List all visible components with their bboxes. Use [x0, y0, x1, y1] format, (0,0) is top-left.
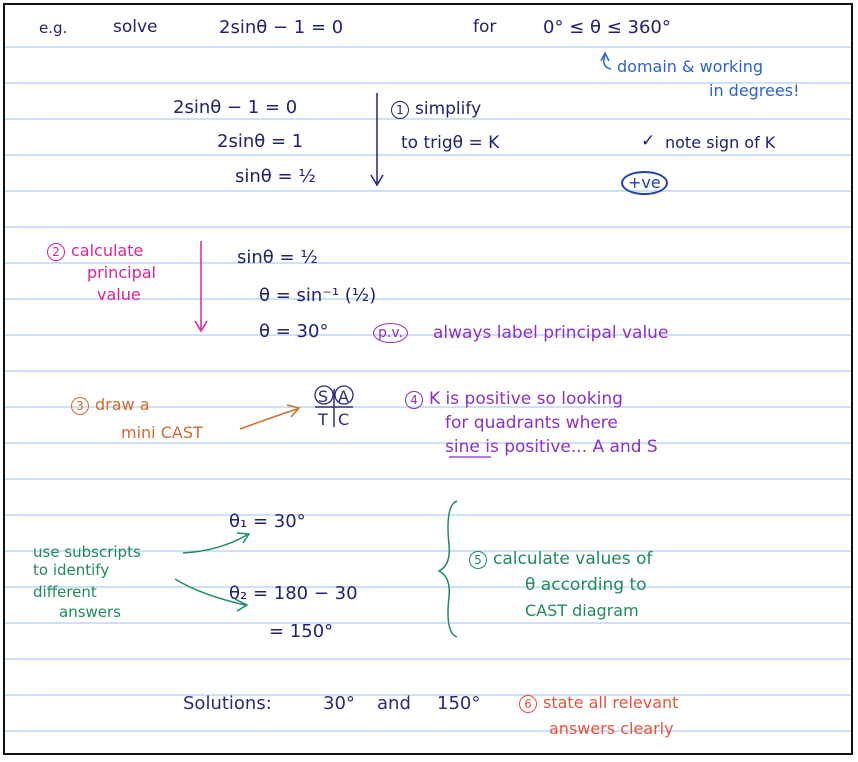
- solution-2: 150°: [437, 693, 481, 714]
- step2-line-3: θ = 30°: [259, 321, 329, 342]
- domain-note-line2: in degrees!: [709, 81, 800, 100]
- cast-a: A: [338, 387, 349, 406]
- cast-s: S: [318, 387, 329, 406]
- step3-number: 3: [71, 397, 89, 415]
- cast-t: T: [318, 410, 328, 429]
- pv-badge: p.v.: [373, 323, 408, 343]
- step5-calc-2: θ according to: [525, 575, 647, 595]
- step3-label-2: mini CAST: [121, 423, 203, 442]
- subscript-note-3: different: [33, 583, 97, 601]
- step5-brace: [439, 501, 457, 637]
- step4-line-3: sine is positive... A and S: [445, 437, 658, 457]
- step1-note-2: to trigθ = K: [401, 133, 500, 153]
- step1-line-2: 2sinθ = 1: [217, 131, 304, 152]
- theta2-result: = 150°: [269, 621, 334, 642]
- theta2-line: θ₂ = 180 − 30: [229, 583, 358, 604]
- subscript-note-4: answers: [59, 603, 121, 621]
- worked-example-page: [3, 3, 853, 755]
- sign-note: note sign of K: [665, 133, 776, 152]
- solution-1: 30°: [323, 693, 355, 714]
- check-icon: ✓: [641, 131, 656, 151]
- for-label: for: [473, 17, 497, 37]
- domain-note-line1: domain & working: [617, 57, 764, 76]
- step5-calc-1: 5 calculate values of: [469, 551, 652, 569]
- step6-note-1: 6 state all relevant: [519, 695, 678, 713]
- step2-line-2: θ = sin⁻¹ (½): [259, 285, 377, 306]
- cast-pointer-arrow: [240, 409, 297, 429]
- domain-range: 0° ≤ θ ≤ 360°: [543, 17, 671, 38]
- step2-label-2: principal: [87, 263, 156, 282]
- solutions-label: Solutions:: [183, 693, 272, 714]
- cast-c: C: [338, 410, 350, 429]
- subscript-note-1: use subscripts: [33, 543, 141, 561]
- step6-note-2: answers clearly: [549, 719, 674, 738]
- theta1-line: θ₁ = 30°: [229, 511, 306, 532]
- step2-label-3: value: [97, 285, 141, 304]
- subscript-note-2: to identify: [33, 561, 110, 579]
- pv-note: always label principal value: [433, 323, 669, 343]
- step1-line-1: 2sinθ − 1 = 0: [173, 97, 298, 118]
- solution-and: and: [377, 693, 411, 714]
- step4-number: 4: [405, 391, 423, 409]
- step2-label-1: 2 calculate: [47, 243, 143, 261]
- step5-calc-3: CAST diagram: [525, 601, 639, 620]
- step1-note-1: 1 simplify: [391, 101, 481, 119]
- step1-line-3: sinθ = ½: [235, 166, 316, 187]
- subscript-arrow-1: [183, 535, 247, 553]
- step2-number: 2: [47, 243, 65, 261]
- step5-number: 5: [469, 551, 487, 569]
- step4-line-2: for quadrants where: [445, 413, 618, 433]
- step4-line-1: 4 K is positive so looking: [405, 391, 623, 409]
- step3-label-1: 3 draw a: [71, 397, 150, 415]
- step2-line-1: sinθ = ½: [237, 247, 318, 268]
- header-equation: 2sinθ − 1 = 0: [219, 17, 344, 38]
- eg-label: e.g.: [39, 19, 68, 37]
- step1-number: 1: [391, 101, 409, 119]
- step6-number: 6: [519, 695, 537, 713]
- solve-label: solve: [113, 17, 158, 37]
- positive-badge: +ve: [621, 171, 668, 195]
